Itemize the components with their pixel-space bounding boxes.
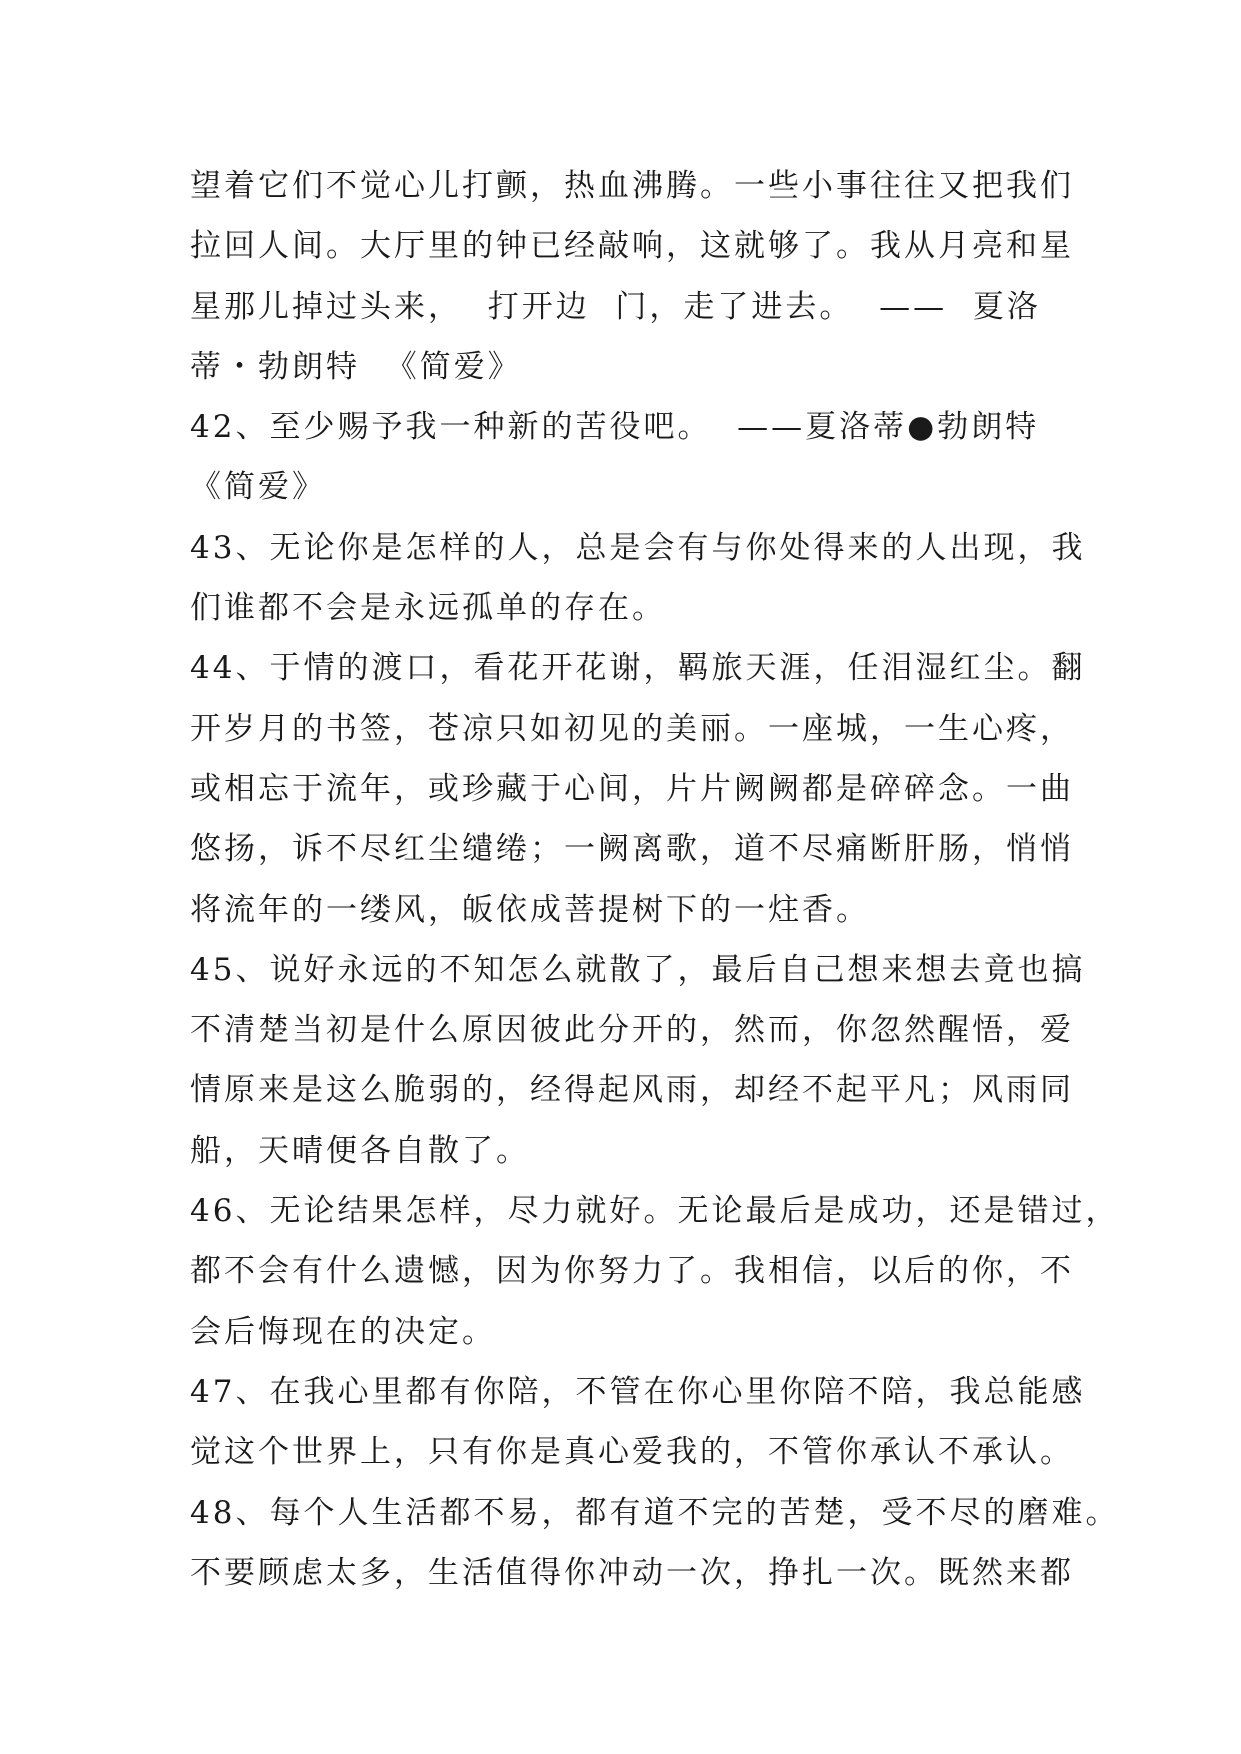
text-line: 或相忘于流年，或珍藏于心间，片片阙阙都是碎碎念。一曲 bbox=[190, 770, 1074, 807]
text-line: 46、无论结果怎样，尽力就好。无论最后是成功，还是错过， bbox=[190, 1193, 1120, 1230]
text-line: 不要顾虑太多，生活值得你冲动一次，挣扎一次。既然来都 bbox=[190, 1554, 1074, 1591]
text-line: 42、至少赐予我一种新的苦役吧。 ——夏洛蒂●勃朗特 bbox=[190, 409, 1040, 446]
document-body bbox=[190, 156, 1120, 1603]
text-line: 将流年的一缕风，皈依成菩提树下的一炷香。 bbox=[190, 891, 870, 928]
text-line: 不清楚当初是什么原因彼此分开的，然而，你忽然醒悟，爱 bbox=[190, 1012, 1074, 1049]
text-line: 船，天晴便各自散了。 bbox=[190, 1132, 530, 1169]
text-line: 《简爱》 bbox=[190, 469, 326, 506]
text-line: 开岁月的书签，苍凉只如初见的美丽。一座城，一生心疼， bbox=[190, 710, 1074, 747]
text-line: 47、在我心里都有你陪，不管在你心里你陪不陪，我总能感 bbox=[190, 1373, 1086, 1410]
text-line: 悠扬，诉不尽红尘缱绻；一阙离歌，道不尽痛断肝肠，悄悄 bbox=[190, 831, 1074, 868]
text-line: 蒂・勃朗特 《简爱》 bbox=[190, 348, 522, 385]
text-line: 都不会有什么遗憾，因为你努力了。我相信，以后的你，不 bbox=[190, 1253, 1074, 1290]
text-line: 觉这个世界上，只有你是真心爱我的，不管你承认不承认。 bbox=[190, 1434, 1074, 1471]
text-line: 45、说好永远的不知怎么就散了，最后自己想来想去竟也搞 bbox=[190, 951, 1086, 988]
text-line: 望着它们不觉心儿打颤，热血沸腾。一些小事往往又把我们 bbox=[190, 168, 1074, 204]
text-line: 48、每个人生活都不易，都有道不完的苦楚，受不尽的磨难。 bbox=[190, 1494, 1120, 1531]
text-line: 们谁都不会是永远孤单的存在。 bbox=[190, 590, 666, 627]
text-line: 44、于情的渡口，看花开花谢，羁旅天涯，任泪湿红尘。翻 bbox=[190, 650, 1086, 687]
text-line: 43、无论你是怎样的人，总是会有与你处得来的人出现，我 bbox=[190, 529, 1086, 566]
text-line: 会后悔现在的决定。 bbox=[190, 1313, 496, 1350]
text-line: 拉回人间。大厅里的钟已经敲响，这就够了。我从月亮和星 bbox=[190, 228, 1074, 265]
text-line: 情原来是这么脆弱的，经得起风雨，却经不起平凡；风雨同 bbox=[190, 1072, 1074, 1109]
text-line: 星那儿掉过头来， 打开边 门，走了进去。 —— 夏洛 bbox=[190, 288, 1041, 325]
